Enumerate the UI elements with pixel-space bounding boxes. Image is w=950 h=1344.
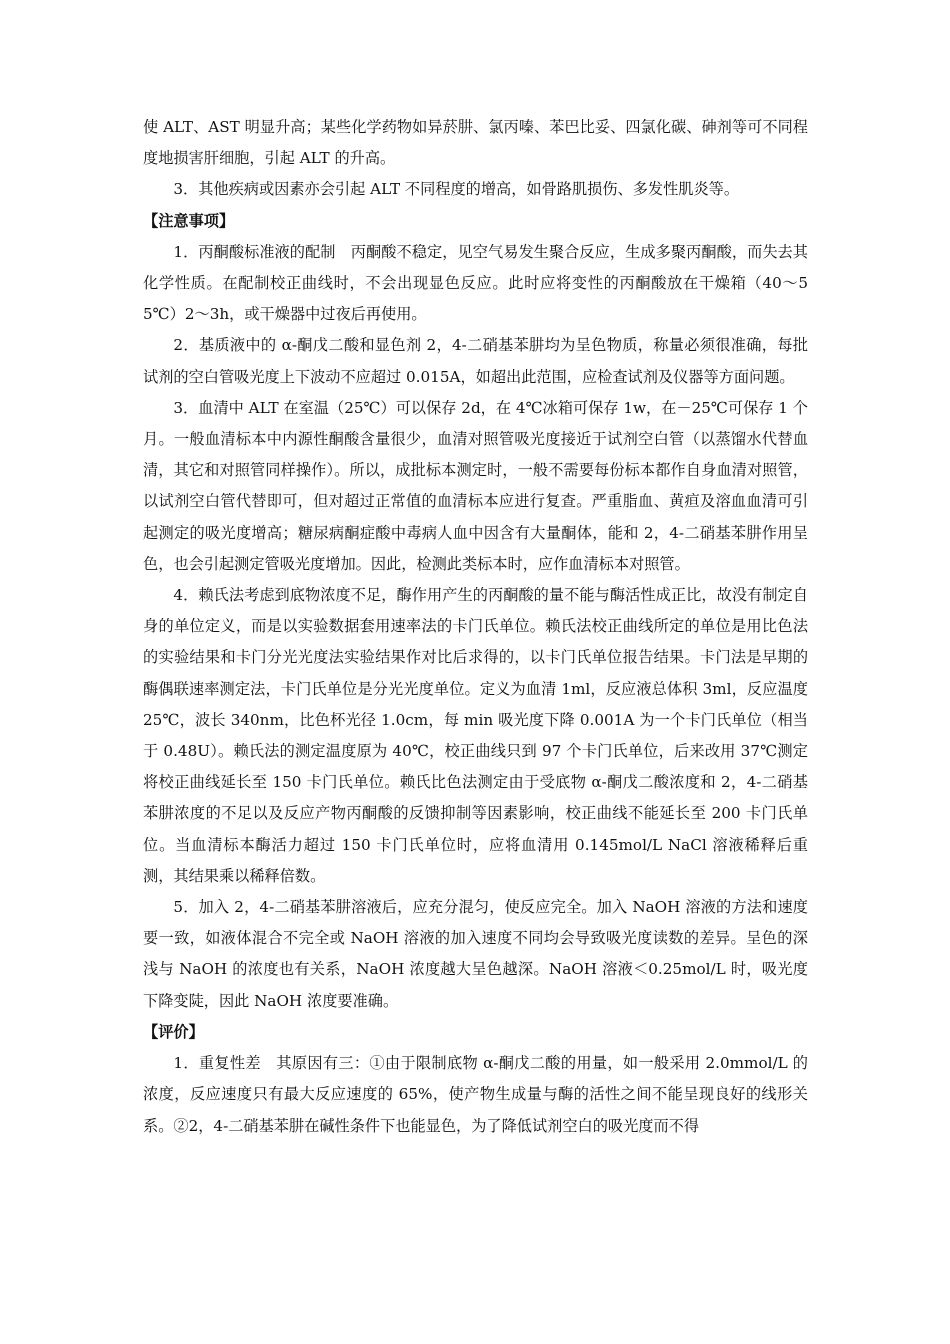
note-item-3: 3．血清中 ALT 在室温（25℃）可以保存 2d，在 4℃冰箱可保存 1w，在－25℃可保存 1 个月。一般血清标本中内源性酮酸含量很少，血清对照管吸光度接近于试剂空白管（以蒸馏水代替血清，其它和对照管同样操作）。所以，成批标本测定时，一般不需要每份标本都作自身血清对照管，以试剂空白管代替即可，但对超过正常值的血清标本应进行复查。严重脂血、黄疸及溶血血清可引起测定的吸光度增高；糖尿病酮症酸中毒病人血中因含有大量酮体，能和 2，4-二硝基苯肼作用呈色，也会引起测定管吸光度增加。因此，检测此类标本时，应作血清标本对照管。 — [143, 398, 808, 573]
evaluation-item-1: 1．重复性差 其原因有三：①由于限制底物 α-酮戊二酸的用量，如一般采用 2.0mmol/L 的浓度，反应速度只有最大反应速度的 65%，使产物生成量与酶的活性之间不能呈现良好的线形关系。②2，4-二硝基苯肼在碱性条件下也能显色，为了降低试剂空白的吸光度而不得 — [143, 1054, 808, 1135]
paragraph-continued: 使 ALT、AST 明显升高；某些化学药物如异菸肼、氯丙嗪、苯巴比妥、四氯化碳、砷剂等可不同程度地损害肝细胞，引起 ALT 的升高。 — [143, 118, 808, 168]
note-item-4: 4．赖氏法考虑到底物浓度不足，酶作用产生的丙酮酸的量不能与酶活性成正比，故没有制定自身的单位定义，而是以实验数据套用速率法的卡门氏单位。赖氏法校正曲线所定的单位是用比色法的实验结果和卡门分光光度法实验结果作对比后求得的，以卡门氏单位报告结果。卡门法是早期的酶偶联速率测定法，卡门氏单位是分光光度单位。定义为血清 1ml，反应液总体积 3ml，反应温度 25℃，波长 340nm，比色杯光径 1.0cm，每 min 吸光度下降 0.001A 为一个卡门氏单位（相当于 0.48U）。赖氏法的测定温度原为 40℃，校正曲线只到 97 个卡门氏单位，后来改用 37℃测定将校正曲线延长至 150 卡门氏单位。赖氏比色法测定由于受底物 α-酮戊二酸浓度和 2，4-二硝基苯肼浓度的不足以及反应产物丙酮酸的反馈抑制等因素影响，校正曲线不能延长至 200 卡门氏单位。当血清标本酶活力超过 150 卡门氏单位时，应将血清用 0.145mol/L NaCl 溶液稀释后重测，其结果乘以稀释倍数。 — [143, 586, 808, 885]
note-item-1: 1．丙酮酸标准液的配制 丙酮酸不稳定，见空气易发生聚合反应，生成多聚丙酮酸，而失去其化学性质。在配制校正曲线时，不会出现显色反应。此时应将变性的丙酮酸放在干燥箱（40～55℃）2～3h，或干燥器中过夜后再使用。 — [143, 242, 808, 324]
section-heading-evaluation: 【评价】 — [143, 1022, 204, 1041]
note-item-2: 2．基质液中的 α-酮戊二酸和显色剂 2，4-二硝基苯肼均为呈色物质，称量必须很准确，每批试剂的空白管吸光度上下波动不应超过 0.015A，如超出此范围，应检查试剂及仪器等方面问题。 — [143, 336, 808, 386]
paragraph-other-diseases: 3．其他疾病或因素亦会引起 ALT 不同程度的增高，如骨路肌损伤、多发性肌炎等。 — [173, 180, 740, 199]
document-page — [143, 112, 808, 1142]
section-heading-notes: 【注意事项】 — [143, 211, 235, 230]
note-item-5: 5．加入 2，4-二硝基苯肼溶液后，应充分混匀，使反应完全。加入 NaOH 溶液的方法和速度要一致，如液体混合不完全或 NaOH 溶液的加入速度不同均会导致吸光度读数的差异。呈色的深浅与 NaOH 的浓度也有关系，NaOH 浓度越大呈色越深。NaOH 溶液＜0.25mol/L 时，吸光度下降变陡，因此 NaOH 浓度要准确。 — [143, 898, 808, 1010]
